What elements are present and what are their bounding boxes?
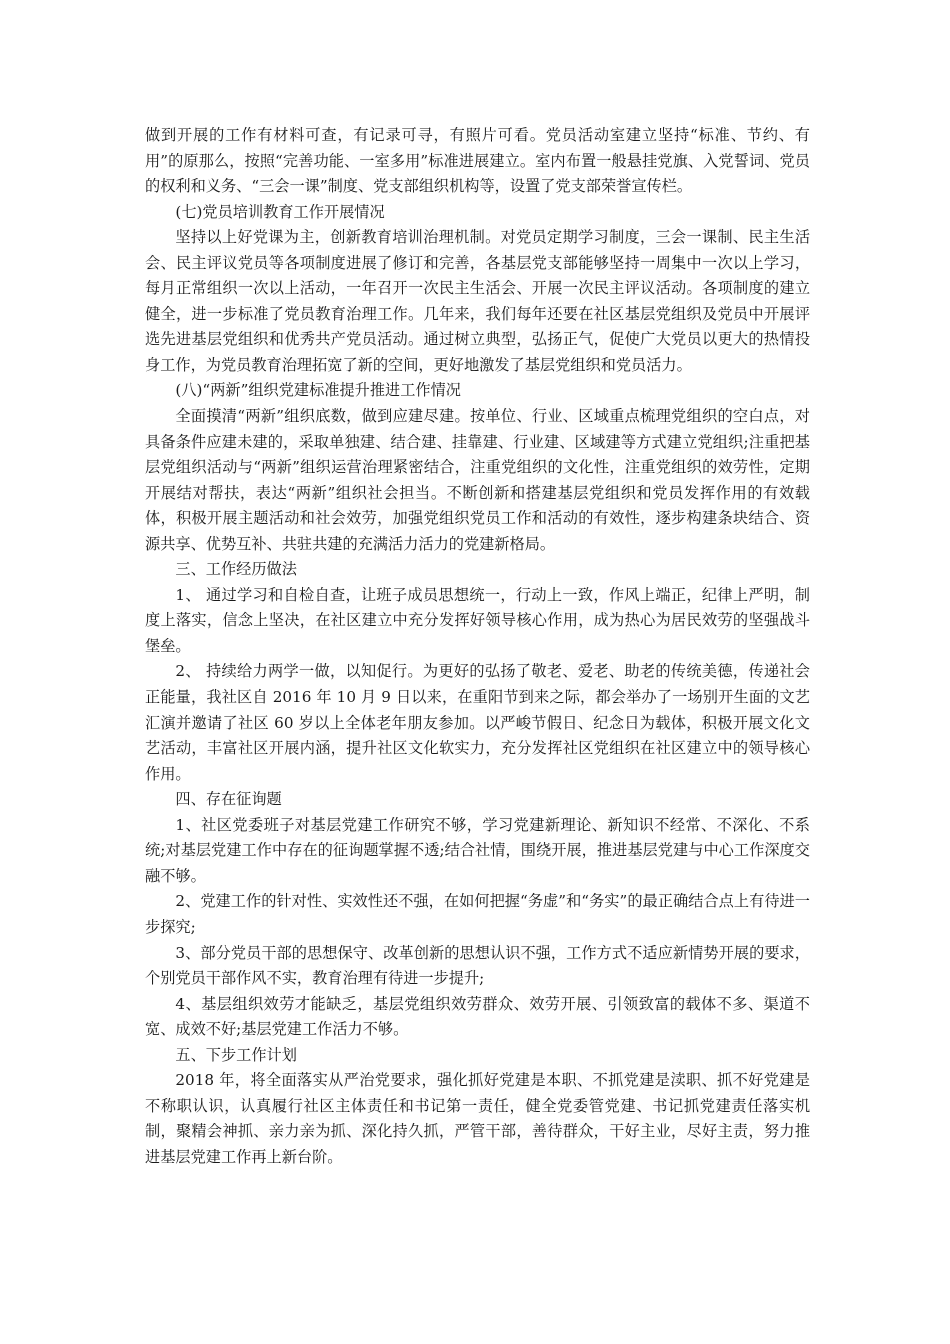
document-page (145, 123, 810, 1170)
heading-work-experience: 三、工作经历做法 (175, 560, 297, 579)
paragraph-problem-2: 2、党建工作的针对性、实效性还不强，在如何把握“务虚”和“务实”的最正确结合点上有待进一步探究; (145, 892, 810, 936)
paragraph-experience-1: 1、 通过学习和自检自查，让班子成员思想统一，行动上一致，作风上端正，纪律上严明，制度上落实，信念上坚决，在社区建立中充分发挥好领导核心作用，成为热心为居民效劳的坚强战斗堡垒。 (145, 585, 810, 655)
paragraph-problem-3: 3、部分党员干部的思想保守、改革创新的思想认识不强，工作方式不适应新情势开展的要求，个别党员干部作风不实，教育治理有待进一步提升; (145, 943, 810, 988)
heading-existing-problems: 四、存在征询题 (175, 790, 282, 809)
paragraph-party-activity-room: 做到开展的工作有材料可查，有记录可寻，有照片可看。党员活动室建立坚持“标准、节约、有用”的原那么，按照“完善功能、一室多用”标准进展建立。室内布置一般悬挂党旗、入党誓词、党员的权利和义务、“三会一课”制度、党支部组织机构等，设置了党支部荣誉宣传栏。 (145, 126, 810, 196)
heading-next-work-plan: 五、下步工作计划 (175, 1045, 297, 1064)
paragraph-two-new-organizations: 全面摸清“两新”组织底数，做到应建尽建。按单位、行业、区域重点梳理党组织的空白点，对具备条件应建未建的，采取单独建、结合建、挂靠建、行业建、区域建等方式建立党组织;注重把基层党组织活动与“两新”组织运营治理紧密结合，注重党组织的文化性，注重党组织的效劳性，定期开展结对帮扶，表达“两新”组织社会担当。不断创新和搭建基层党组织和党员发挥作用的有效载体，积极开展主题活动和社会效劳，加强党组织党员工作和活动的有效性，逐步构建条块结合、资源共享、优势互补、共驻共建的充满活力活力的党建新格局。 (145, 407, 810, 553)
paragraph-problem-1: 1、社区党委班子对基层党建工作研究不够，学习党建新理论、新知识不经常、不深化、不系统;对基层党建工作中存在的征询题掌握不透;结合社情，围绕开展，推进基层党建与中心工作深度交融不够。 (145, 815, 810, 885)
paragraph-training-education: 坚持以上好党课为主，创新教育培训治理机制。对党员定期学习制度，三会一课制、民主生活会、民主评议党员等各项制度进展了修订和完善，各基层党支部能够坚持一周集中一次以上学习，每月正常组织一次以上活动，一年召开一次民主生活会、开展一次民主评议活动。各项制度的建立健全，进一步标准了党员教育治理工作。几年来，我们每年还要在社区基层党组织及党员中开展评选先进基层党组织和优秀共产党员活动。通过树立典型，弘扬正气，促使广大党员以更大的热情投身工作，为党员教育治理拓宽了新的空间，更好地激发了基层党组织和党员活力。 (145, 228, 810, 374)
paragraph-problem-4: 4、基层组织效劳才能缺乏，基层党组织效劳群众、效劳开展、引领致富的载体不多、渠道不宽、成效不好;基层党建工作活力不够。 (145, 994, 810, 1039)
paragraph-experience-2: 2、 持续给力两学一做，以知促行。为更好的弘扬了敬老、爱老、助老的传统美德，传递社会正能量，我社区自 2016 年 10 月 9 日以来，在重阳节到来之际，都会举办了一场别开生面的文艺汇演并邀请了社区 60 岁以上全体老年朋友参加。以严峻节假日、纪念日为载体，积极开展文化文艺活动，丰富社区开展内涵，提升社区文化软实力，充分发挥社区党组织在社区建立中的领导核心作用。 (145, 662, 810, 783)
paragraph-work-plan-2018: 2018 年，将全面落实从严治党要求，强化抓好党建是本职、不抓党建是渎职、抓不好党建是不称职认识，认真履行社区主体责任和书记第一责任，健全党委管党建、书记抓党建责任落实机制，聚精会神抓、亲力亲为抓、深化持久抓，严管干部，善待群众，干好主业，尽好主责，努力推进基层党建工作再上新台阶。 (145, 1071, 810, 1166)
heading-section-8-two-new: (八)“两新”组织党建标准提升推进工作情况 (175, 381, 461, 400)
heading-section-7-training: (七)党员培训教育工作开展情况 (175, 202, 385, 221)
